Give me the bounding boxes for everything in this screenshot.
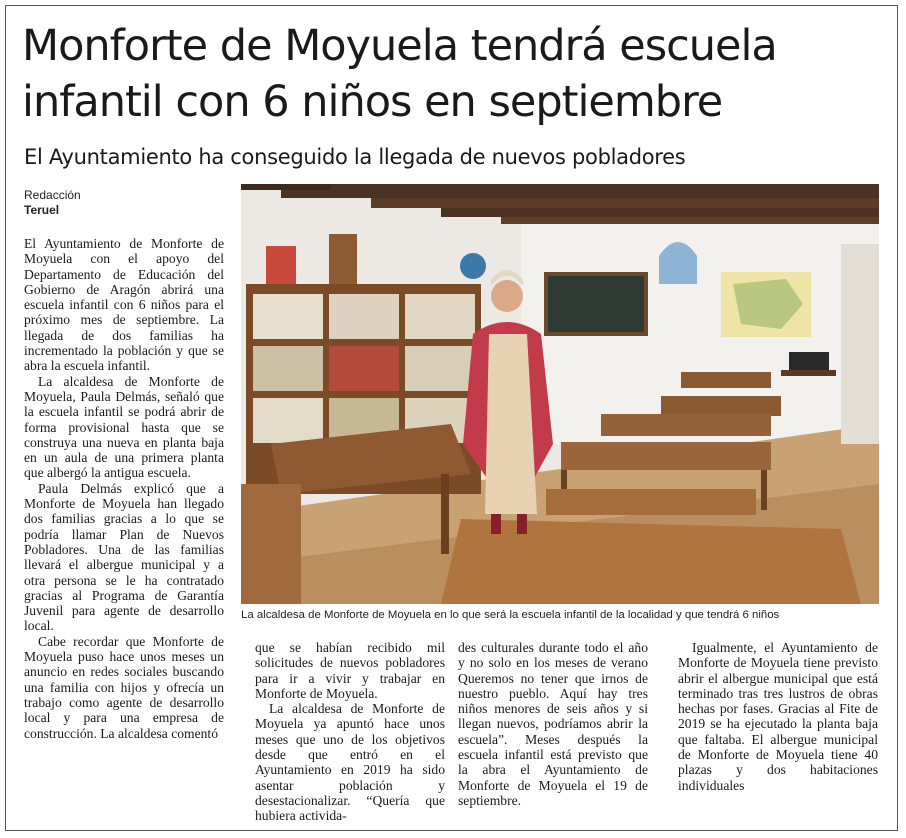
paragraph: La alcaldesa de Monforte de Moyuela ya apuntó hace unos meses que uno de los objetivos desde que entró en el Ayuntamiento en 2019 ha sido asentar población y desestacionalizar. “Quería que hubiera activida- [255,701,445,824]
byline-author: Redacción [24,188,81,202]
text-column-1 [24,236,224,741]
photo-caption: La alcaldesa de Monforte de Moyuela en lo que será la escuela infantil de la localidad y que tendrá 6 niños [241,609,780,621]
classroom-photo-illustration [241,184,879,604]
byline [24,188,81,218]
article-photo [241,184,879,604]
paragraph: des culturales durante todo el año y no solo en los meses de verano Queremos no tener que irnos de nuestro pueblo. Aquí hay tres niños menores de seis años y si llegan nuevos, podríamos abrir la escuela”. Meses después la escuela infantil está previsto que la abra el Ayuntamiento de Monforte de Moyuela el 19 de septiembre. [458,640,648,808]
paragraph: Igualmente, el Ayuntamiento de Monforte de Moyuela tiene previsto abrir el albergue municipal que está terminado tras tres lustros de obras hechas por fases. Gracias al Fite de 2019 se ha ejecutado la planta baja que faltaba. El albergue municipal de Monforte de Moyuela tiene 40 plazas y dos habitaciones individuales [678,640,878,793]
byline-place: Teruel [24,203,60,217]
paragraph: La alcaldesa de Monforte de Moyuela, Paula Delmás, señaló que la escuela infantil se podrá abrir de forma provisional hasta que se construya una nueva en planta baja en un aula de una primera planta que albergó la antigua escuela. [24,373,224,481]
text-column-2 [255,640,445,824]
paragraph: El Ayuntamiento de Monforte de Moyuela con el apoyo del Departamento de Educación del Gobierno de Aragón abrirá una escuela infantil con 6 niños para el próximo mes de septiembre. La llegada de dos familias ha incrementado la población y que se abra la escuela infantil. [24,236,224,374]
text-column-3 [458,640,648,808]
article-headline: Monforte de Moyuela tendrá escuela infantil con 6 niños en septiembre [22,21,777,127]
paragraph: que se habían recibido mil solicitudes de nuevos pobladores para ir a vivir y trabajar en Monforte de Moyuela. [255,640,445,701]
article-subheadline: El Ayuntamiento ha conseguido la llegada de nuevos pobladores [24,145,686,169]
paragraph: Cabe recordar que Monforte de Moyuela puso hace unos meses un anuncio en redes sociales buscando una familia con hijos y ofrecía un trabajo como agente de desarrollo local y para una empresa de construcción. La alcaldesa comentó [24,633,224,741]
paragraph: Paula Delmás explicó que a Monforte de Moyuela han llegado dos familias gracias a lo que se podría llamar Plan de Nuevos Pobladores. Una de las familias llevará el albergue municipal y a otra persona se le ha contratado gracias al Programa de Garantía Juvenil para agente de desarrollo local. [24,480,224,634]
text-column-4 [678,640,878,793]
